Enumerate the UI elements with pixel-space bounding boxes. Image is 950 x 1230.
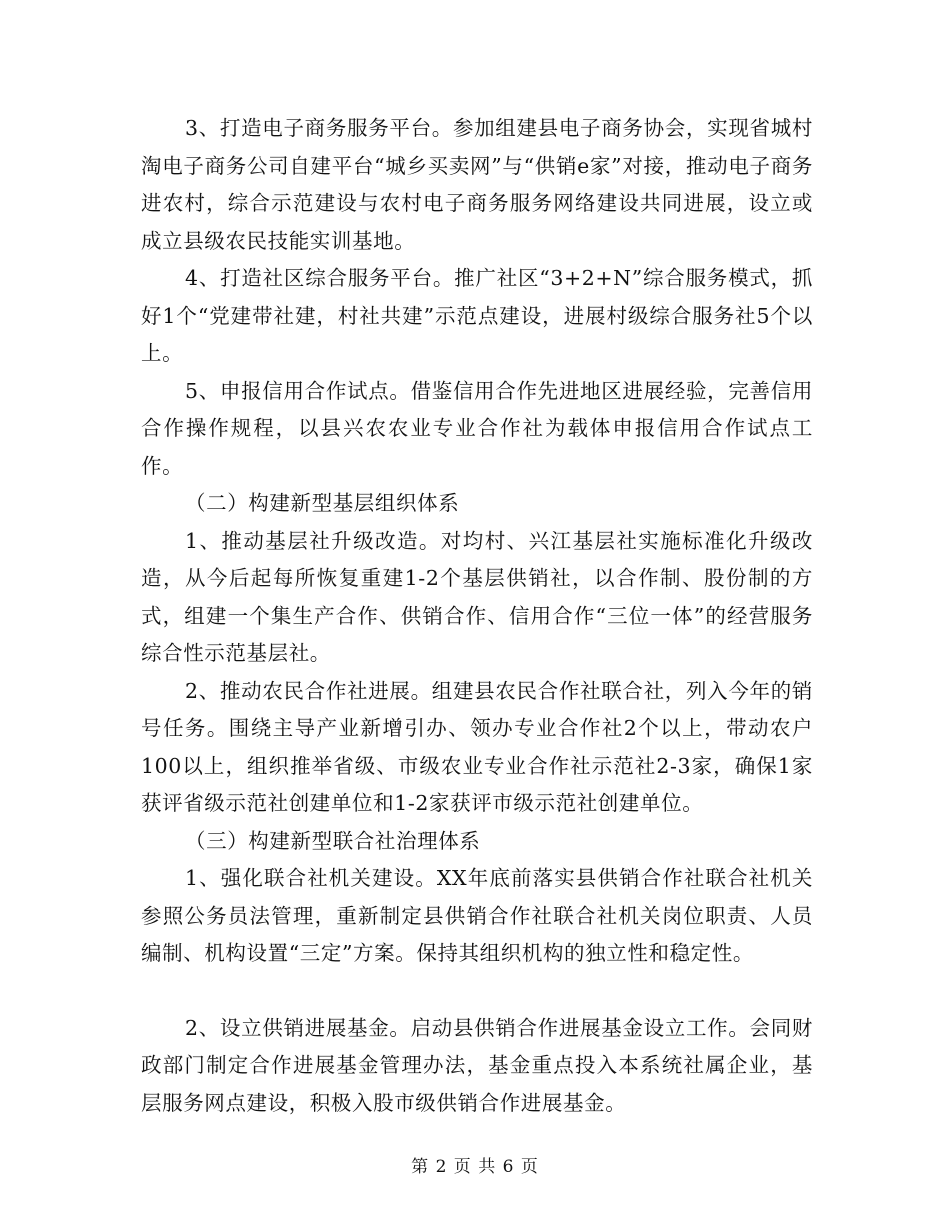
paragraph-credit-cooperation-pilot: 5、申报信用合作试点。借鉴信用合作先进地区进展经验，完善信用合作操作规程，以县兴农农业专业合作社为载体申报信用合作试点工作。 xyxy=(141,378,813,478)
section-heading-grassroots-organization: （二）构建新型基层组织体系 xyxy=(185,491,460,515)
paragraph-grassroots-upgrade: 1、推动基层社升级改造。对均村、兴江基层社实施标准化升级改造，从今后起每所恢复重建1-2个基层供销社，以合作制、股份制的方式，组建一个集生产合作、供销合作、信用合作“三位一体”的经营服务综合性示范基层社。 xyxy=(141,528,813,665)
paragraph-spacer xyxy=(141,973,813,1010)
paragraph-federation-organ-construction: 1、强化联合社机关建设。XX年底前落实县供销合作社联合社机关参照公务员法管理，重新制定县供销合作社联合社机关岗位职责、人员编制、机构设置“三定”方案。保持其组织机构的独立性和稳定性。 xyxy=(141,866,813,965)
paragraph-ecommerce-platform: 3、打造电子商务服务平台。参加组建县电子商务协会，实现省城村淘电子商务公司自建平台“城乡买卖网”与“供销e家”对接，推动电子商务进农村，综合示范建设与农村电子商务服务网络建设共同进展，设立或成立县级农民技能实训基地。 xyxy=(141,116,813,253)
page-number-footer: 第 2 页 共 6 页 xyxy=(411,1157,539,1177)
paragraph-development-fund: 2、设立供销进展基金。启动县供销合作进展基金设立工作。会同财政部门制定合作进展基金管理办法，基金重点投入本系统社属企业，基层服务网点建设，积极入股市级供销合作进展基金。 xyxy=(141,1015,813,1115)
section-heading-federation-governance: （三）构建新型联合社治理体系 xyxy=(185,828,481,853)
document-body xyxy=(141,110,813,1122)
paragraph-community-service-platform: 4、打造社区综合服务平台。推广社区“3+2+N”综合服务模式，抓好1个“党建带社建，村社共建”示范点建设，进展村级综合服务社5个以上。 xyxy=(141,266,813,365)
paragraph-farmer-cooperatives: 2、推动农民合作社进展。组建县农民合作社联合社，列入今年的销号任务。围绕主导产业新增引办、领办专业合作社2个以上，带动农户100以上，组织推举省级、市级农业专业合作社示范社2-3家，确保1家获评省级示范社创建单位和1-2家获评市级示范社创建单位。 xyxy=(141,678,813,815)
